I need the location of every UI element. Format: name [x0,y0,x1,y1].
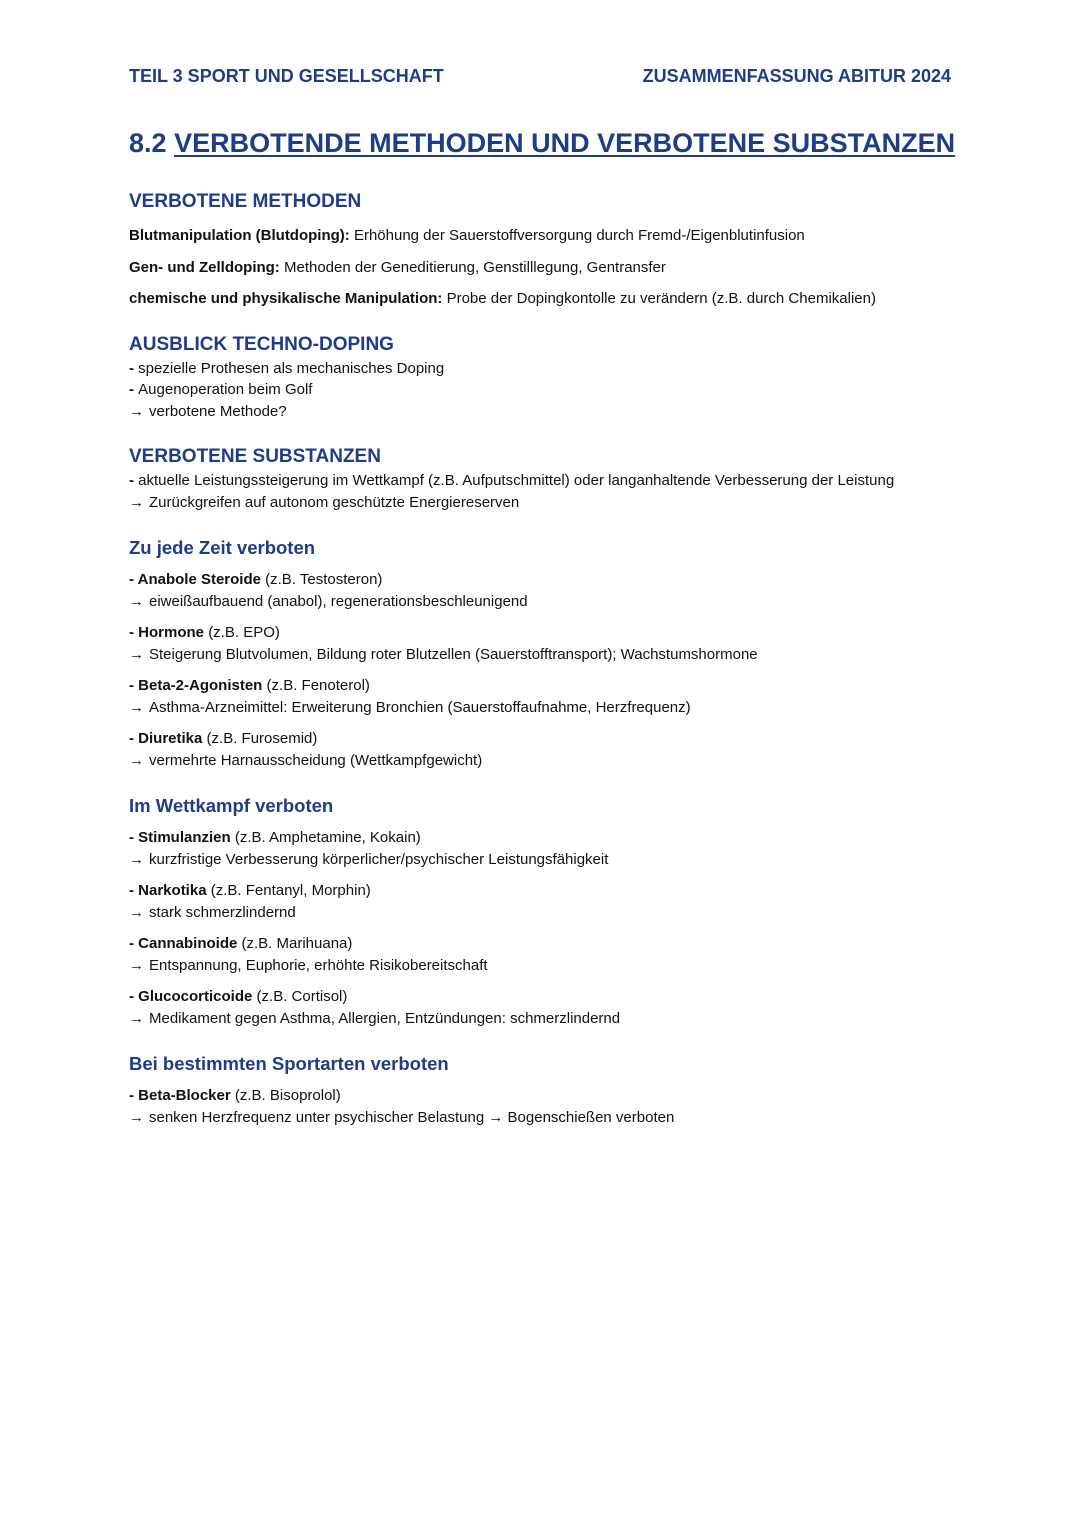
heading-competition: Im Wettkampf verboten [129,795,334,816]
header-right: ZUSAMMENFASSUNG ABITUR 2024 [642,66,951,86]
title-number: 8.2 [129,128,167,158]
list-item: - Narkotika (z.B. Fentanyl, Morphin) → stark schmerzlindernd [129,880,959,923]
heading-techno: AUSBLICK TECHNO-DOPING [129,333,394,355]
heading-sports: Bei bestimmten Sportarten verboten [129,1053,449,1074]
arrow-icon: → [129,698,144,716]
arrow-icon: → [129,956,144,974]
content [129,189,959,1128]
list-item: - Anabole Steroide (z.B. Testosteron) → eiweißaufbauend (anabol), regenerationsbeschleunigend [129,569,959,612]
method-item: Blutmanipulation (Blutdoping): Erhöhung der Sauerstoffversorgung durch Fremd-/Eigenblutinfusion [129,227,805,244]
list-item: - Glucocorticoide (z.B. Cortisol) → Medikament gegen Asthma, Allergien, Entzündungen: schmerzlindernd [129,986,959,1029]
techno-line: - Augenoperation beim Golf [129,381,313,398]
arrow-icon: → [129,850,144,868]
method-item: Gen- und Zelldoping: Methoden der Geneditierung, Genstilllegung, Gentransfer [129,258,666,276]
heading-always: Zu jede Zeit verboten [129,537,316,558]
arrow-icon: → [129,645,144,663]
page-title [129,128,955,159]
list-item: - Beta-2-Agonisten (z.B. Fenoterol) → Asthma-Arzneimittel: Erweiterung Bronchien (Sauerstoffaufnahme, Herzfrequenz) [129,675,959,718]
arrow-icon: → [129,1108,144,1126]
list-item: - Stimulanzien (z.B. Amphetamine, Kokain) → kurzfristige Verbesserung körperlicher/psychischer Leistungsfähigkeit [129,827,959,870]
substances-conclusion: → Zurückgreifen auf autonom geschützte Energiereserven [129,492,959,514]
list-item: - Beta-Blocker (z.B. Bisoprolol) → senken Herzfrequenz unter psychischer Belastung → Bogenschießen verboten [129,1085,959,1128]
arrow-icon: → [129,1009,144,1027]
list-item: - Hormone (z.B. EPO) → Steigerung Blutvolumen, Bildung roter Blutzellen (Sauerstofftransport); Wachstumshormone [129,622,959,665]
list-item: - Cannabinoide (z.B. Marihuana) → Entspannung, Euphorie, erhöhte Risikobereitschaft [129,933,959,976]
arrow-icon: → [129,592,144,610]
heading-substances: VERBOTENE SUBSTANZEN [129,446,381,467]
heading-methods: VERBOTENE METHODEN [129,191,362,212]
method-item: chemische und physikalische Manipulation: Probe der Dopingkontolle zu verändern (z.B. durch Chemikalien) [129,290,876,307]
substances-line: - aktuelle Leistungssteigerung im Wettkampf (z.B. Aufputschmittel) oder langanhaltende Verbesserung der Leistung [129,472,895,489]
techno-conclusion: → verbotene Methode? [129,401,959,423]
header-left: TEIL 3 SPORT UND GESELLSCHAFT [129,66,444,86]
arrow-icon: → [129,903,144,921]
list-item: - Diuretika (z.B. Furosemid) → vermehrte Harnausscheidung (Wettkampfgewicht) [129,728,959,771]
arrow-icon: → [129,493,144,511]
arrow-icon: → [129,402,144,420]
techno-line: - spezielle Prothesen als mechanisches Doping [129,359,445,377]
title-text: VERBOTENDE METHODEN UND VERBOTENE SUBSTANZEN [174,128,956,158]
arrow-icon: → [488,1108,504,1126]
page-header [129,66,951,87]
arrow-icon: → [129,751,144,769]
